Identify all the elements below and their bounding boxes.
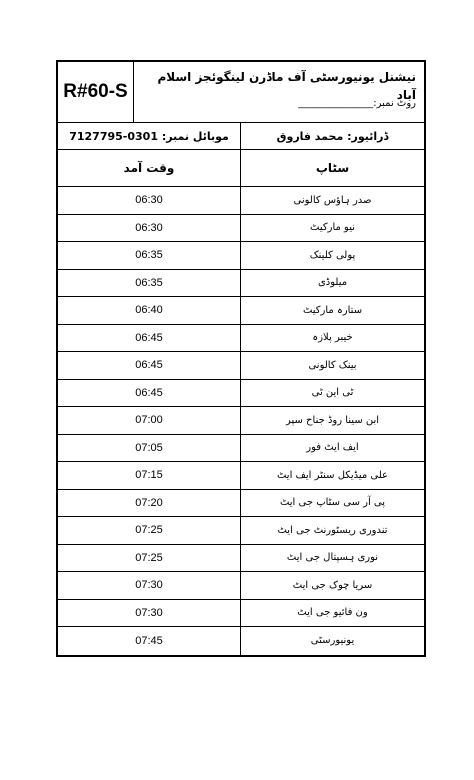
table-row [58,325,424,353]
route-id: R#60-S [58,62,134,122]
arrival-time: 07:05 [58,435,241,462]
stop-name: میلوڈی [317,277,348,289]
university-title: نیشنل یونیورسٹی آف ماڈرن لینگوئجز اسلام آباد [157,70,416,102]
stop-name: سریا چوک جی ایٹ [292,579,373,591]
stop-name: بینک کالونی [308,359,357,371]
table-row [58,215,424,243]
time-column-header: وقت آمد [58,150,241,186]
stop-name: ایف ایٹ فور [306,442,359,454]
mobile-number: موبائل نمبر: 0301-7127795 [58,123,241,149]
table-row [58,435,424,463]
driver-name: ڈرائیور: محمد فاروق [276,129,389,143]
table-row [58,545,424,573]
arrival-time: 07:00 [58,407,241,434]
table-header-row [58,150,424,187]
arrival-time: 06:40 [58,297,241,324]
stop-name: نیو مارکیٹ [310,222,355,234]
table-row [58,187,424,215]
stop-name: صدر ہاؤس کالونی [293,194,372,206]
arrival-time: 07:25 [58,517,241,544]
stop-name: ٹی این ٹی [311,387,354,399]
route-schedule-sheet [56,60,426,657]
arrival-time: 06:45 [58,325,241,352]
arrival-time: 07:30 [58,572,241,599]
table-row [58,270,424,298]
table-row [58,600,424,628]
table-row [58,490,424,518]
stop-column-header: سٹاپ [315,161,350,175]
stop-name: یونیورسٹی [310,635,355,647]
stop-name: ستارہ مارکیٹ [302,304,363,316]
arrival-time: 06:30 [58,215,241,242]
table-row [58,242,424,270]
arrival-time: 07:15 [58,462,241,489]
table-row [58,352,424,380]
stop-name: نوری ہسپتال جی ایٹ [286,552,379,564]
table-row [58,462,424,490]
stop-name: پی آر سی سٹاپ جی ایٹ [279,497,386,509]
sheet-header [58,62,424,123]
table-row [58,627,424,655]
arrival-time: 06:45 [58,352,241,379]
stop-name: ون فائیو جی ایٹ [297,607,368,619]
stop-name: ابن سینا روڈ جناح سپر [285,414,380,426]
stop-name: پولی کلینک [309,249,356,261]
driver-info-row [58,123,424,150]
arrival-time: 06:45 [58,380,241,407]
arrival-time: 06:35 [58,242,241,269]
route-number-label: روٹ نمبر:_______________ [298,98,416,109]
schedule-rows [58,187,424,655]
arrival-time: 07:25 [58,545,241,572]
table-row [58,297,424,325]
table-row [58,407,424,435]
arrival-time: 07:20 [58,490,241,517]
table-row [58,517,424,545]
arrival-time: 06:35 [58,270,241,297]
stop-name: علی میڈیکل سنٹر ایف ایٹ [276,469,389,481]
stop-name: خیبر پلازہ [312,332,353,344]
table-row [58,572,424,600]
stop-name: تندوری ریسٹورنٹ جی ایٹ [277,524,388,536]
arrival-time: 07:30 [58,600,241,627]
arrival-time: 06:30 [58,187,241,214]
table-row [58,380,424,408]
arrival-time: 07:45 [58,627,241,655]
